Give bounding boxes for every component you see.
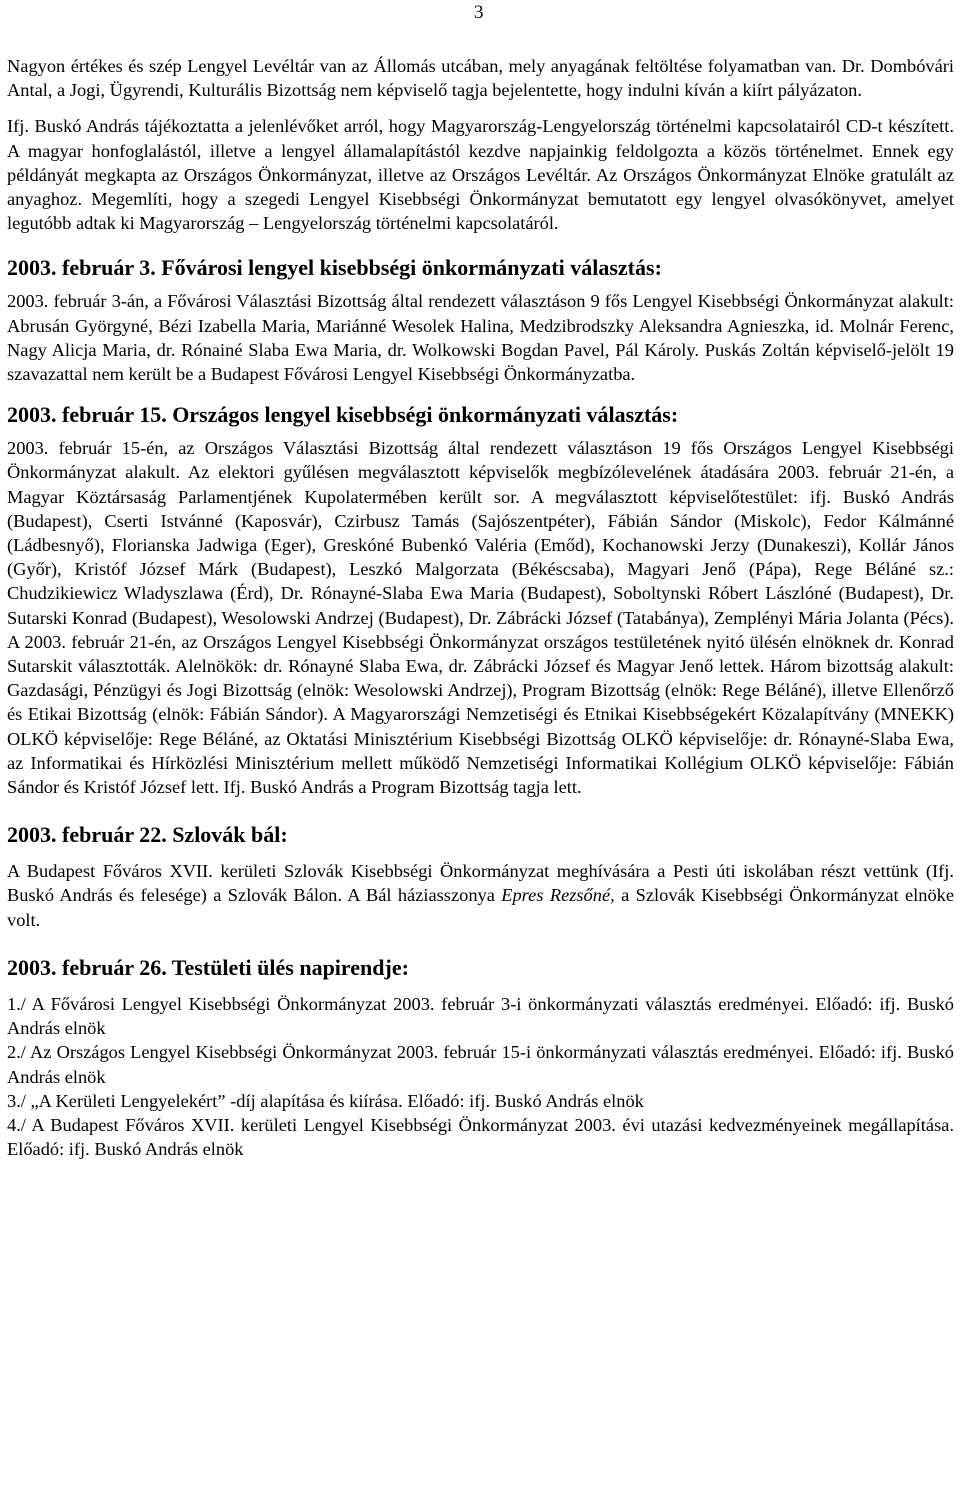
paragraph-feb22-text-b: a Szlovák Kisebbségi Önkormányzat elnöke volt.	[7, 885, 955, 930]
intro-paragraph-2: Ifj. Buskó András tájékoztatta a jelenlévőket arról, hogy Magyarország-Lengyelország történelmi kapcsolatairól CD-t készített. A magyar honfoglalástól, illetve a lengyel államalapítástól kezdve napjainkig feldolgozta a közös történelmet. Ennek egy példányát megkapta az Országos Önkormányzat, illetve az Országos Levéltár. Az Országos Önkormányzat Elnöke gratulált az anyaghoz. Megemlíti, hogy a szegedi Lengyel Kisebbségi Önkormányzat bemutatott egy lengyel olvasókönyvet, amelyet legutóbb adtak ki Magyarország – Lengyelország történelmi kapcsolatáról.	[7, 116, 954, 234]
agenda-item: 2./ Az Országos Lengyel Kisebbségi Önkormányzat 2003. február 15-i önkormányzati választás eredményei. Előadó: ifj. Buskó András elnök	[7, 1042, 954, 1087]
paragraph-feb22-text-a: A Budapest Főváros XVII. kerületi Szlovák Kisebbségi Önkormányzat meghívására a Pesti úti iskolában részt vettünk (Ifj. Buskó András és felesége) a Szlovák Bálon. A Bál háziasszonya	[7, 861, 954, 906]
paragraph-feb22	[7, 859, 954, 932]
agenda-item: 3./ „A Kerületi Lengyelekért” -díj alapítása és kiírása. Előadó: ifj. Buskó András elnök	[7, 1090, 644, 1111]
heading-feb22: 2003. február 22. Szlovák bál:	[7, 822, 288, 848]
paragraph-feb3: 2003. február 3-án, a Fővárosi Választási Bizottság által rendezett választáson 9 fős Lengyel Kisebbségi Önkormányzat alakult: Abrusán Györgyné, Bézi Izabella Maria, Mariánné Wesolek Halina, Medzibrodszky Aleksandra Agnieszka, id. Molnár Ferenc, Nagy Alicja Maria, dr. Rónainé Slaba Ewa Maria, dr. Wolkowski Bogdan Pavel, Pál Károly. Puskás Zoltán képviselő-jelölt 19 szavazattal nem került be a Budapest Fővárosi Lengyel Kisebbségi Önkormányzatba.	[7, 291, 954, 385]
paragraph-feb15: 2003. február 15-én, az Országos Választási Bizottság által rendezett választáson 19 fős Országos Lengyel Kisebbségi Önkormányzat alakult. Az elektori gyűlésen megválasztott képviselők megbízólevelének átadására 2003. február 21-én, a Magyar Köztársaság Parlamentjének Kupolatermében került sor. A megválasztott képviselőtestület: ifj. Buskó András (Budapest), Cserti Istvánné (Kaposvár), Czirbusz Tamás (Sajószentpéter), Fábián Sándor (Miskolc), Fedor Kálmánné (Ládbesnyő), Florianska Jadwiga (Eger), Greskóné Bubenkó Valéria (Emőd), Kochanowski Jerzy (Dunakeszi), Kollár János (Győr), Kristóf József Márk (Budapest), Leszkó Malgorzata (Békéscsaba), Magyari Jenő (Pápa), Rege Béláné sz.: Chudzikiewicz Wladyszlawa (Érd), Dr. Rónayné-Slaba Ewa Maria (Budapest), Soboltynski Róbert Lászlóné (Budapest), Dr. Sutarski Konrad (Budapest), Wesolowski Andrzej (Budapest), Dr. Zábrácki József (Tatabánya), Zemplényi Mária Jolanta (Pécs). A 2003. február 21-én, az Országos Lengyel Kisebbségi Önkormányzat országos testületének nyitó ülésén elnöknek dr. Konrad Sutarskit választották. Alelnökök: dr. Rónayné Slaba Ewa, dr. Zábrácki József és Magyar Jenő lettek. Három bizottság alakult: Gazdasági, Pénzügyi és Jogi Bizottság (elnök: Wesolowski Andrzej), Program Bizottság (elnök: Rege Béláné), illetve Ellenőrző és Etikai Bizottság (elnök: Fábián Sándor). A Magyarországi Nemzetiségi és Etnikai Kisebbségekért Közalapítvány (MNEKK) OLKÖ képviselője: Rege Béláné, az Oktatási Minisztérium Kisebbségi Bizottság OLKÖ képviselője: dr. Rónayné-Slaba Ewa, az Informatikai és Hírközlési Minisztérium mellett működő Nemzetiségi Informatikai Kollégium OLKÖ képviselője: Fábián Sándor és Kristóf József lett. Ifj. Buskó András a Program Bizottság tagja lett.	[7, 438, 954, 798]
intro-paragraph-1: Nagyon értékes és szép Lengyel Levéltár van az Állomás utcában, mely anyagának feltöltése folyamatban van. Dr. Dombóvári Antal, a Jogi, Ügyrendi, Kulturális Bizottság nem képviselő tagja bejelentette, hogy indulni kíván a kiírt pályázaton.	[7, 56, 954, 101]
page-number: 3	[474, 2, 484, 23]
heading-feb15: 2003. február 15. Országos lengyel kisebbségi önkormányzati választás:	[7, 402, 679, 428]
agenda-list	[7, 992, 954, 1161]
heading-feb3: 2003. február 3. Fővárosi lengyel kisebbségi önkormányzati választás:	[7, 255, 662, 281]
document-page	[7, 0, 954, 1161]
agenda-item: 4./ A Budapest Főváros XVII. kerületi Lengyel Kisebbségi Önkormányzat 2003. évi utazási kedvezményeinek megállapítása. Előadó: ifj. Buskó András elnök	[7, 1114, 954, 1160]
agenda-item: 1./ A Fővárosi Lengyel Kisebbségi Önkormányzat 2003. február 3-i önkormányzati választás eredményei. Előadó: ifj. Buskó András elnök	[7, 993, 954, 1039]
heading-feb26: 2003. február 26. Testületi ülés napirendje:	[7, 954, 409, 980]
paragraph-feb22-italic-name: Epres Rezsőné,	[501, 885, 615, 906]
